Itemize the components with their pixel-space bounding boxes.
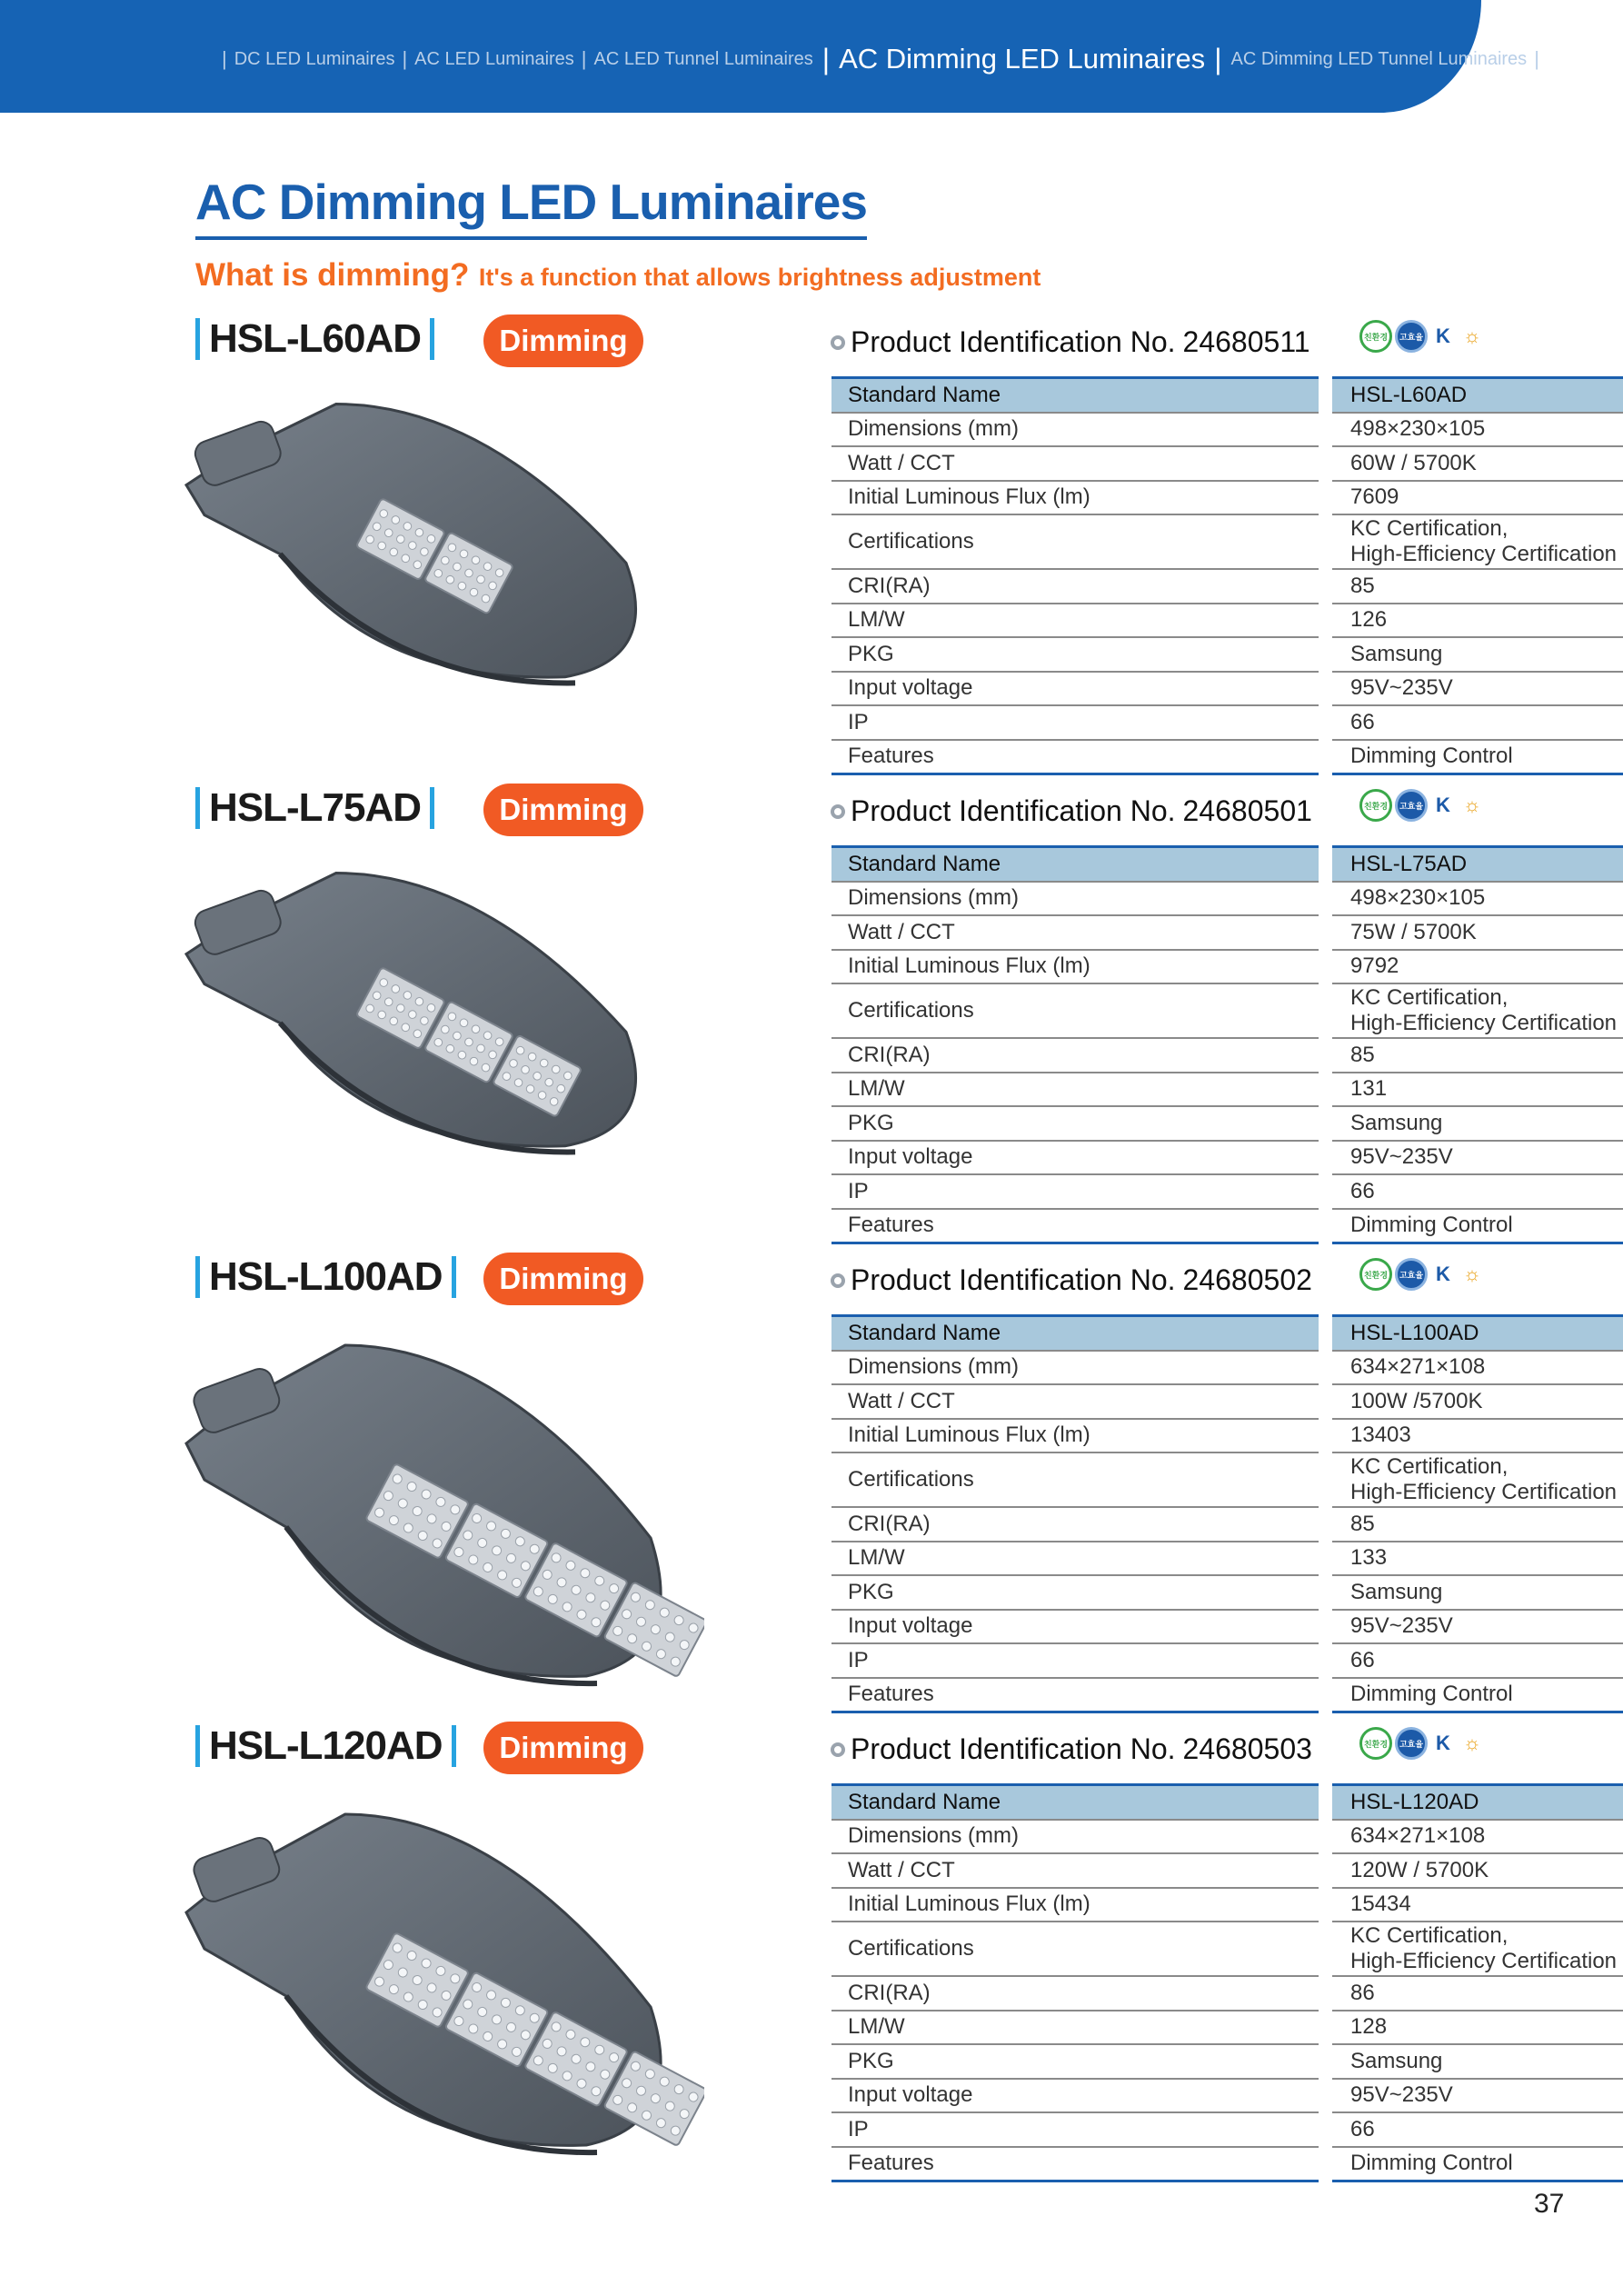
nav-item-dc-led-luminaires[interactable]: DC LED Luminaires <box>234 48 395 69</box>
spec-value: 86 <box>1332 1977 1623 2011</box>
model-heading <box>195 1254 456 1300</box>
spec-value: 120W / 5700K <box>1332 1854 1623 1889</box>
spec-value-line: KC Certification, <box>1350 516 1508 541</box>
product-id <box>831 1732 1312 1766</box>
spec-label: LM/W <box>831 604 1319 639</box>
spec-row <box>831 1175 1623 1210</box>
spec-label: Features <box>831 1679 1319 1714</box>
street-light-image <box>168 1327 704 1691</box>
spec-value: 66 <box>1332 2113 1623 2148</box>
spec-row <box>831 1889 1623 1923</box>
spec-row <box>831 2080 1623 2114</box>
high-efficiency-icon: 고효율 <box>1395 1727 1428 1760</box>
spec-row <box>831 447 1623 482</box>
spec-value: 66 <box>1332 1644 1623 1679</box>
product-section <box>0 776 1623 1245</box>
nav-item-ac-dimming-led-luminaires[interactable]: AC Dimming LED Luminaires <box>839 43 1206 75</box>
product-section <box>0 307 1623 776</box>
spec-label: Initial Luminous Flux (lm) <box>831 951 1319 985</box>
high-efficiency-icon: 고효율 <box>1395 1258 1428 1291</box>
spec-label: Features <box>831 741 1319 776</box>
heading-bar <box>430 787 434 829</box>
spec-row <box>831 1576 1623 1611</box>
spec-value: HSL-L100AD <box>1332 1314 1623 1352</box>
product-id-number: 24680503 <box>1182 1732 1312 1765</box>
spec-label: LM/W <box>831 1073 1319 1108</box>
spec-label: Input voltage <box>831 673 1319 707</box>
spec-value: 15434 <box>1332 1889 1623 1923</box>
spec-row <box>831 1142 1623 1176</box>
nav-separator: | <box>821 42 831 75</box>
spec-table <box>831 1783 1623 2182</box>
spec-label: Standard Name <box>831 376 1319 414</box>
spec-row <box>831 1314 1623 1352</box>
spec-row <box>831 883 1623 917</box>
heading-bar <box>195 1725 200 1767</box>
spec-value-line: KC Certification, <box>1350 985 1508 1010</box>
spec-label: Initial Luminous Flux (lm) <box>831 1889 1319 1923</box>
street-light-image <box>168 858 677 1158</box>
spec-value: 66 <box>1332 1175 1623 1210</box>
heading-bar <box>195 1256 200 1298</box>
spec-label: Certifications <box>831 515 1319 570</box>
product-id-label: Product Identification No. <box>851 325 1176 358</box>
kc-mark-icon: K <box>1436 1263 1450 1285</box>
spec-table <box>831 845 1623 1244</box>
energy-saving-icon: ☼ <box>1462 1263 1482 1285</box>
high-efficiency-icon: 고효율 <box>1395 320 1428 353</box>
dimming-badge: Dimming <box>483 314 643 367</box>
product-id-number: 24680502 <box>1182 1263 1312 1296</box>
spec-label: PKG <box>831 2045 1319 2080</box>
spec-row <box>831 916 1623 951</box>
heading-bar <box>195 787 200 829</box>
spec-label: IP <box>831 706 1319 741</box>
spec-value: Samsung <box>1332 638 1623 673</box>
spec-label: Features <box>831 2148 1319 2183</box>
spec-value: HSL-L75AD <box>1332 845 1623 883</box>
product-id <box>831 794 1312 828</box>
nav-item-ac-led-luminaires[interactable]: AC LED Luminaires <box>414 48 574 69</box>
dimming-badge: Dimming <box>483 1722 643 1774</box>
spec-row <box>831 673 1623 707</box>
nav-item-ac-led-tunnel-luminaires[interactable]: AC LED Tunnel Luminaires <box>593 48 813 69</box>
spec-value: HSL-L120AD <box>1332 1783 1623 1821</box>
spec-value: 634×271×108 <box>1332 1821 1623 1855</box>
dimming-answer: It's a function that allows brightness adjustment <box>478 264 1041 291</box>
spec-row <box>831 706 1623 741</box>
eco-label-icon: 친환경 <box>1359 789 1392 822</box>
spec-value: 133 <box>1332 1542 1623 1577</box>
spec-label: Watt / CCT <box>831 447 1319 482</box>
spec-value: Samsung <box>1332 1107 1623 1142</box>
eco-label-icon: 친환경 <box>1359 1727 1392 1760</box>
product-section <box>0 1245 1623 1714</box>
spec-row <box>831 1352 1623 1386</box>
energy-saving-icon: ☼ <box>1462 324 1482 347</box>
model-heading <box>195 1723 456 1769</box>
spec-row <box>831 1977 1623 2011</box>
spec-value: 95V~235V <box>1332 2080 1623 2114</box>
heading-bar <box>452 1725 456 1767</box>
dimming-badge: Dimming <box>483 1253 643 1305</box>
spec-value-line: High-Efficiency Certification <box>1350 1480 1618 1504</box>
spec-row <box>831 1644 1623 1679</box>
spec-row <box>831 482 1623 516</box>
spec-row <box>831 1542 1623 1577</box>
nav-separator: | <box>1534 47 1539 70</box>
spec-label: Dimensions (mm) <box>831 1352 1319 1386</box>
heading-bar <box>195 318 200 360</box>
spec-row <box>831 1508 1623 1542</box>
spec-value-line: KC Certification, <box>1350 1454 1508 1479</box>
product-image <box>168 389 677 694</box>
page-title: AC Dimming LED Luminaires <box>195 173 867 240</box>
certification-icons <box>1359 1258 1489 1291</box>
spec-row <box>831 984 1623 1039</box>
spec-value: 498×230×105 <box>1332 883 1623 917</box>
energy-saving-icon: ☼ <box>1462 1732 1482 1754</box>
spec-label: IP <box>831 2113 1319 2148</box>
spec-label: Standard Name <box>831 845 1319 883</box>
spec-label: CRI(RA) <box>831 1508 1319 1542</box>
product-id-label: Product Identification No. <box>851 1263 1176 1296</box>
spec-label: IP <box>831 1175 1319 1210</box>
product-id-label: Product Identification No. <box>851 1732 1176 1765</box>
spec-value: 128 <box>1332 2011 1623 2046</box>
spec-value <box>1332 984 1623 1039</box>
spec-value: 126 <box>1332 604 1623 639</box>
model-heading <box>195 316 434 362</box>
header-band <box>0 0 1539 113</box>
spec-label: CRI(RA) <box>831 1977 1319 2011</box>
certification-icons <box>1359 320 1489 353</box>
bullet-icon <box>831 1273 845 1288</box>
spec-value: 66 <box>1332 706 1623 741</box>
street-light-image <box>168 389 677 689</box>
spec-row <box>831 1420 1623 1454</box>
model-name: HSL-L60AD <box>209 316 422 361</box>
certification-icons <box>1359 1727 1489 1760</box>
spec-value-line: High-Efficiency Certification <box>1350 1011 1618 1035</box>
spec-row <box>831 638 1623 673</box>
dimming-explanation <box>195 257 1041 294</box>
spec-row <box>831 1073 1623 1108</box>
nav-separator: | <box>581 47 587 70</box>
spec-row <box>831 1783 1623 1821</box>
dimming-question: What is dimming? <box>195 257 470 293</box>
spec-label: Dimensions (mm) <box>831 883 1319 917</box>
kc-mark-icon: K <box>1436 1732 1450 1754</box>
spec-value: 95V~235V <box>1332 1142 1623 1176</box>
spec-row <box>831 845 1623 883</box>
spec-row <box>831 1453 1623 1508</box>
spec-row <box>831 376 1623 414</box>
spec-label: Watt / CCT <box>831 916 1319 951</box>
category-nav <box>214 36 1547 82</box>
kc-mark-icon: K <box>1436 324 1450 347</box>
eco-label-icon: 친환경 <box>1359 1258 1392 1291</box>
spec-value <box>1332 515 1623 570</box>
dimming-badge: Dimming <box>483 784 643 836</box>
spec-value-line: High-Efficiency Certification <box>1350 542 1618 566</box>
model-name: HSL-L120AD <box>209 1723 443 1768</box>
spec-row <box>831 1039 1623 1073</box>
spec-row <box>831 570 1623 604</box>
spec-value: Dimming Control <box>1332 2148 1623 2183</box>
spec-label: Standard Name <box>831 1314 1319 1352</box>
spec-value: Samsung <box>1332 2045 1623 2080</box>
spec-label: Certifications <box>831 1922 1319 1977</box>
spec-value: Dimming Control <box>1332 1679 1623 1714</box>
spec-label: Watt / CCT <box>831 1854 1319 1889</box>
nav-separator: | <box>222 47 227 70</box>
spec-value: 7609 <box>1332 482 1623 516</box>
product-image <box>168 1796 704 2164</box>
heading-bar <box>430 318 434 360</box>
bullet-icon <box>831 1742 845 1757</box>
spec-label: Certifications <box>831 1453 1319 1508</box>
spec-value: 85 <box>1332 1039 1623 1073</box>
spec-row <box>831 1679 1623 1714</box>
product-id <box>831 1263 1312 1297</box>
spec-label: CRI(RA) <box>831 1039 1319 1073</box>
spec-label: CRI(RA) <box>831 570 1319 604</box>
spec-row <box>831 1210 1623 1245</box>
spec-value: Dimming Control <box>1332 1210 1623 1245</box>
spec-value: 95V~235V <box>1332 1611 1623 1645</box>
spec-value: 100W /5700K <box>1332 1385 1623 1420</box>
spec-row <box>831 515 1623 570</box>
spec-row <box>831 604 1623 639</box>
spec-value: 9792 <box>1332 951 1623 985</box>
kc-mark-icon: K <box>1436 794 1450 816</box>
model-name: HSL-L75AD <box>209 785 422 830</box>
spec-label: IP <box>831 1644 1319 1679</box>
spec-value: 75W / 5700K <box>1332 916 1623 951</box>
spec-value: 85 <box>1332 570 1623 604</box>
spec-value: 13403 <box>1332 1420 1623 1454</box>
product-id-number: 24680511 <box>1182 325 1310 358</box>
spec-label: Standard Name <box>831 1783 1319 1821</box>
spec-label: Input voltage <box>831 1611 1319 1645</box>
spec-value: 60W / 5700K <box>1332 447 1623 482</box>
heading-bar <box>452 1256 456 1298</box>
spec-label: PKG <box>831 1576 1319 1611</box>
spec-label: Input voltage <box>831 1142 1319 1176</box>
spec-label: Certifications <box>831 984 1319 1039</box>
product-image <box>168 1327 704 1695</box>
nav-separator: | <box>402 47 408 70</box>
product-id-label: Product Identification No. <box>851 794 1176 827</box>
spec-row <box>831 1385 1623 1420</box>
spec-label: LM/W <box>831 1542 1319 1577</box>
spec-table <box>831 1314 1623 1713</box>
product-id <box>831 325 1310 359</box>
spec-row <box>831 2011 1623 2046</box>
spec-label: Dimensions (mm) <box>831 414 1319 448</box>
spec-value: 95V~235V <box>1332 673 1623 707</box>
spec-row <box>831 1821 1623 1855</box>
high-efficiency-icon: 고효율 <box>1395 789 1428 822</box>
spec-label: Initial Luminous Flux (lm) <box>831 1420 1319 1454</box>
street-light-image <box>168 1796 704 2160</box>
model-heading <box>195 785 434 831</box>
spec-row <box>831 1922 1623 1977</box>
nav-item-ac-dimming-led-tunnel-luminaires[interactable]: AC Dimming LED Tunnel Luminaires <box>1230 48 1528 69</box>
spec-row <box>831 2113 1623 2148</box>
spec-row <box>831 1854 1623 1889</box>
spec-label: Input voltage <box>831 2080 1319 2114</box>
spec-row <box>831 1107 1623 1142</box>
spec-label: Watt / CCT <box>831 1385 1319 1420</box>
spec-value: 634×271×108 <box>1332 1352 1623 1386</box>
spec-row <box>831 2045 1623 2080</box>
spec-table <box>831 376 1623 775</box>
eco-label-icon: 친환경 <box>1359 320 1392 353</box>
energy-saving-icon: ☼ <box>1462 794 1482 816</box>
page-number: 37 <box>1534 2189 1565 2219</box>
spec-label: Features <box>831 1210 1319 1245</box>
spec-label: PKG <box>831 1107 1319 1142</box>
product-id-number: 24680501 <box>1182 794 1312 827</box>
bullet-icon <box>831 804 845 819</box>
spec-value: 85 <box>1332 1508 1623 1542</box>
spec-row <box>831 951 1623 985</box>
product-image <box>168 858 677 1163</box>
spec-value: 498×230×105 <box>1332 414 1623 448</box>
spec-value: Samsung <box>1332 1576 1623 1611</box>
spec-row <box>831 741 1623 776</box>
spec-value: 131 <box>1332 1073 1623 1108</box>
spec-value: HSL-L60AD <box>1332 376 1623 414</box>
spec-label: Initial Luminous Flux (lm) <box>831 482 1319 516</box>
spec-label: LM/W <box>831 2011 1319 2046</box>
spec-value: Dimming Control <box>1332 741 1623 776</box>
spec-value <box>1332 1922 1623 1977</box>
model-name: HSL-L100AD <box>209 1254 443 1299</box>
bullet-icon <box>831 335 845 350</box>
product-section <box>0 1714 1623 2183</box>
spec-value <box>1332 1453 1623 1508</box>
spec-label: PKG <box>831 638 1319 673</box>
nav-separator: | <box>1214 42 1222 75</box>
spec-value-line: KC Certification, <box>1350 1923 1508 1948</box>
spec-row <box>831 414 1623 448</box>
spec-label: Dimensions (mm) <box>831 1821 1319 1855</box>
spec-value-line: High-Efficiency Certification <box>1350 1949 1618 1973</box>
certification-icons <box>1359 789 1489 822</box>
spec-row <box>831 1611 1623 1645</box>
spec-row <box>831 2148 1623 2183</box>
